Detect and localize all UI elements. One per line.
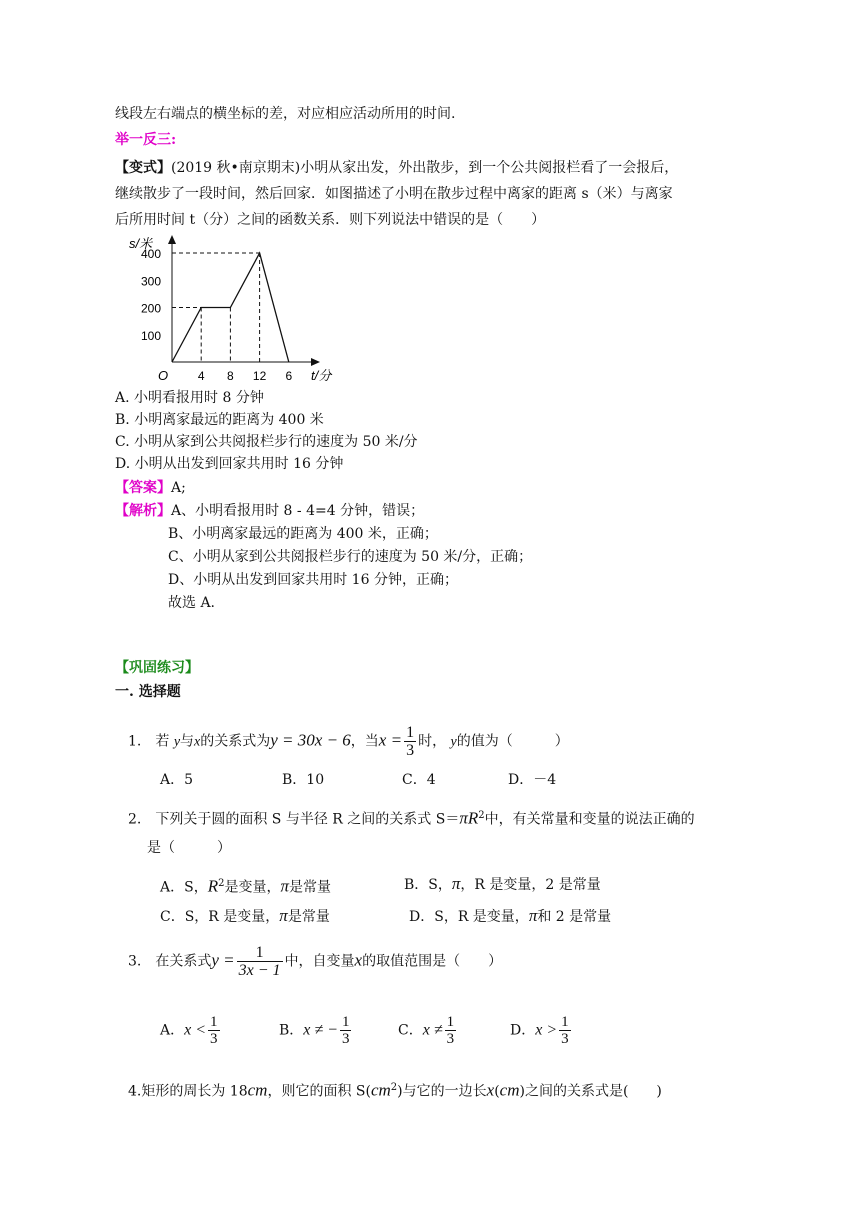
q3-opt-a-frac	[208, 1014, 220, 1047]
origin-label: O	[158, 368, 169, 383]
question-1	[128, 724, 569, 759]
option-d: D. 小明从出发到回家共用时 16 分钟	[115, 456, 344, 472]
y-tick-200: 200	[141, 301, 162, 316]
q4-unit-2: cm	[370, 1080, 391, 1100]
q2-opt-a-r: R	[207, 876, 219, 896]
answer-line	[115, 478, 186, 498]
q2-opt-c-pre: C．S，R 是变量，	[160, 909, 280, 925]
q3-option-b	[279, 1014, 353, 1047]
q1-equation: y = 30x − 6	[270, 730, 351, 750]
q2-option-c	[160, 906, 330, 927]
y-axis-arrow	[168, 235, 176, 244]
analysis-line-a	[115, 501, 424, 521]
q2-opt-a-pre: A．S，	[160, 879, 208, 896]
q1-option-a: A．5	[160, 772, 194, 788]
answer-tag: 【答案】	[115, 480, 171, 496]
q3-opt-c-frac	[445, 1014, 457, 1047]
q1-text-relation: 的关系式为	[200, 733, 271, 750]
q3-var: x	[354, 950, 363, 970]
q3-opt-d-den: 3	[561, 1031, 569, 1047]
practice-heading: 【巩固练习】	[115, 660, 199, 676]
question-2-line-2: 是（ ）	[147, 840, 231, 856]
section-title: 一. 选择题	[115, 684, 181, 700]
analysis-c: C、小明从家到公共阅报栏步行的速度为 50 米/分，正确；	[168, 549, 533, 565]
q4-unit-3: cm	[499, 1080, 520, 1100]
q3-opt-a-num: 1	[210, 1014, 218, 1030]
y-tick-400: 400	[141, 247, 162, 261]
q3-fraction-den: 3x − 1	[238, 962, 281, 979]
q1-text-and: 与	[180, 733, 195, 750]
distance-time-graph	[125, 232, 340, 384]
q4-text-pre: 4.矩形的周长为 18	[128, 1083, 248, 1100]
option-c: C. 小明从家到公共阅报栏步行的速度为 50 米/分	[115, 434, 418, 450]
q3-opt-a-label: A．	[160, 1022, 185, 1039]
q2-opt-a-pi: π	[280, 876, 289, 896]
y-axis-label: s/米	[129, 236, 153, 251]
q3-opt-d-expr: x >	[535, 1021, 558, 1039]
q2-opt-c-post: 是常量	[287, 909, 330, 925]
q3-fraction	[237, 944, 283, 979]
q1-option-b: B．10	[282, 772, 325, 788]
q1-var-y: y	[173, 734, 181, 750]
q3-opt-c-expr: x ≠	[422, 1021, 443, 1039]
x-tick-1: 8	[227, 369, 234, 383]
q1-text-when: ，当	[350, 733, 379, 750]
q4-text-post: )之间的关系式是( )	[519, 1083, 662, 1100]
answer-text: A;	[171, 480, 186, 496]
q1-var-x: x	[194, 734, 201, 750]
variant-line-1	[115, 158, 678, 178]
q1-option-d: D．－4	[508, 772, 557, 788]
q3-opt-a-expr: x <	[184, 1021, 207, 1039]
q2-formula: πR	[459, 808, 479, 828]
q3-option-c	[398, 1014, 458, 1047]
q1-text-value: 的值为（ ）	[456, 733, 569, 750]
q1-number: 1. 若	[128, 733, 170, 750]
q2-option-b	[404, 874, 601, 895]
q2-text-pre: 2. 下列关于圆的面积 S 与半径 R 之间的关系式 S＝	[128, 811, 460, 828]
y-tick-labels	[141, 247, 161, 343]
analysis-conclusion: 故选 A.	[168, 595, 216, 611]
x-axis-label: t/分	[311, 368, 332, 383]
analysis-a: A、小明看报用时 8 - 4=4 分钟，错误；	[171, 503, 425, 519]
q2-opt-b-pre: B．S，	[404, 877, 452, 893]
q2-opt-d-pre: D．S，R 是变量，	[409, 909, 529, 925]
q2-opt-a-mid: 是变量，	[224, 879, 281, 896]
q3-opt-c-den: 3	[446, 1031, 455, 1047]
q2-formula-sup: 2	[478, 810, 485, 821]
q2-opt-a-sup: 2	[218, 878, 225, 889]
q4-text-mid1: ，则它的面积 S(	[267, 1083, 371, 1100]
q3-opt-d-label: D．	[510, 1022, 536, 1039]
analysis-tag: 【解析】	[115, 503, 171, 519]
q1-fraction-den: 3	[406, 742, 415, 759]
q4-unit-sup: 2	[390, 1082, 398, 1093]
q3-option-a	[160, 1014, 222, 1047]
q3-fraction-num: 1	[237, 944, 283, 962]
q2-opt-d-pi: π	[528, 906, 538, 925]
q2-option-d	[409, 906, 611, 927]
question-3	[128, 944, 502, 979]
q3-opt-b-den: 3	[341, 1031, 350, 1047]
q2-opt-b-pi: π	[451, 874, 461, 893]
question-4	[128, 1078, 662, 1102]
q2-option-a	[160, 874, 331, 898]
option-a: A. 小明看报用时 8 分钟	[115, 390, 264, 406]
q1-x-equals: x =	[378, 730, 403, 750]
variant-line-3: 后所用时间 t（分）之间的函数关系．则下列说法中错误的是（ ）	[115, 212, 546, 228]
q3-opt-b-frac	[340, 1014, 352, 1047]
question-2-line-1	[128, 806, 695, 830]
q3-option-d	[510, 1014, 573, 1047]
option-b: B. 小明离家最远的距离为 400 米	[115, 412, 324, 428]
q3-opt-b-num: 1	[341, 1014, 350, 1030]
variant-tag: 【变式】	[115, 160, 171, 176]
q3-text-post: 的取值范围是（ ）	[362, 953, 503, 970]
q1-text-time: 时，	[418, 733, 447, 750]
x-tick-labels	[198, 369, 293, 383]
intro-line: 线段左右端点的横坐标的差，对应相应活动所用的时间.	[115, 106, 456, 122]
q3-opt-a-den: 3	[210, 1031, 218, 1047]
example-heading: 举一反三:	[115, 132, 177, 148]
q2-opt-b-post: ，R 是变量，2 是常量	[460, 877, 601, 893]
analysis-d: D、小明从出发到回家共用时 16 分钟，正确；	[168, 572, 458, 588]
q3-opt-b-expr: x ≠ −	[303, 1021, 338, 1039]
q2-opt-c-pi: π	[279, 906, 288, 925]
q1-fraction	[404, 724, 416, 759]
q4-var: x	[486, 1080, 495, 1100]
q4-text-mid2: )与它的一边长	[397, 1083, 487, 1100]
q2-opt-a-end: 是常量	[289, 879, 331, 896]
q3-opt-b-label: B．	[279, 1022, 304, 1039]
x-tick-3: 6	[285, 369, 293, 383]
variant-line-2: 继续散步了一段时间，然后回家．如图描述了小明在散步过程中离家的距离 s（米）与离家	[115, 186, 673, 202]
q1-var-y-2: y	[450, 734, 457, 750]
q3-text-mid: 中，自变量	[284, 953, 355, 970]
q2-text-post: 中，有关常量和变量的说法正确的	[484, 811, 695, 828]
q3-opt-c-label: C．	[398, 1022, 423, 1039]
x-tick-2: 12	[252, 369, 267, 383]
q4-text-mid3: (	[494, 1083, 500, 1100]
variant-text-1: (2019 秋•南京期末)小明从家出发，外出散步，到一个公共阅报栏看了一会报后，	[171, 160, 679, 176]
q1-option-c: C．4	[402, 772, 436, 788]
y-tick-300: 300	[141, 274, 162, 289]
x-axis-arrow	[311, 358, 320, 366]
q3-text-pre: 3. 在关系式	[128, 953, 212, 970]
q3-opt-d-frac	[559, 1014, 571, 1047]
q2-opt-d-post: 和 2 是常量	[537, 909, 612, 925]
analysis-b: B、小明离家最远的距离为 400 米，正确；	[168, 526, 438, 542]
q3-opt-d-num: 1	[561, 1014, 569, 1030]
q3-y-equals: y =	[211, 950, 235, 970]
x-tick-0: 4	[197, 369, 205, 383]
q3-opt-c-num: 1	[446, 1014, 455, 1030]
y-tick-100: 100	[141, 328, 162, 343]
q1-fraction-num: 1	[406, 724, 415, 741]
q4-unit-1: cm	[247, 1080, 268, 1100]
